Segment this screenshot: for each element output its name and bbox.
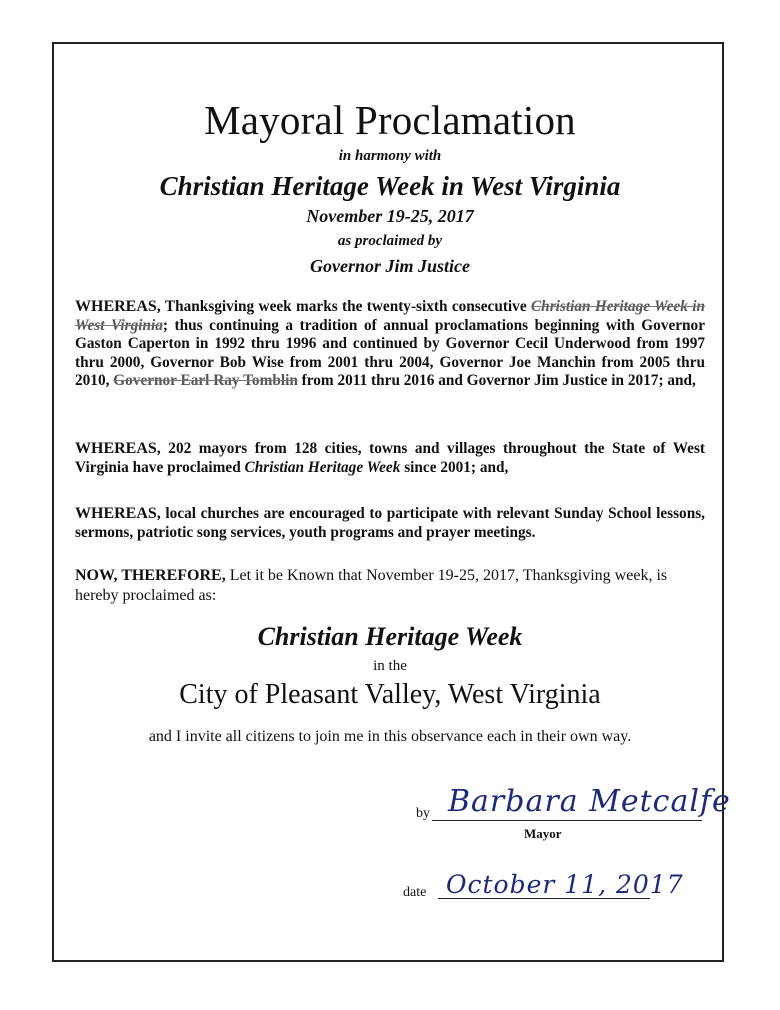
now-therefore-paragraph [75, 566, 705, 606]
event-name: Christian Heritage Week in West Virginia [159, 171, 621, 201]
proclaimed-week: Christian Heritage Week [257, 622, 523, 651]
proclaimed-by-line: as proclaimed by [337, 233, 443, 249]
invite-line: and I invite all citizens to join me in this observance each in their own way. [148, 728, 632, 745]
mayor-signature: Barbara Metcalfe [448, 784, 731, 819]
para-text: ; thus continuing a tradition of annual proclamations beginning with Governor Gaston Caperton in 1992 thru 1996 and continued by Governor Cecil Underwood from 1997 thru 2000, Governor Bob Wise from 2001 thru 2004, Governor Joe Manchin from 2005 thru 2010, [75, 316, 705, 389]
whereas-lead: WHEREAS, [75, 440, 161, 457]
para-text: local churches are encouraged to participate with relevant Sunday School lessons, sermons, patriotic song services, youth programs and prayer meetings. [75, 505, 705, 541]
para-faded-text: Governor Earl Ray Tomblin [113, 372, 298, 389]
whereas-paragraph-1 [75, 298, 705, 391]
page-title: Mayoral Proclamation [204, 97, 576, 143]
harmony-line: in harmony with [338, 148, 442, 164]
whereas-lead: WHEREAS, [75, 505, 161, 522]
mayor-role: Mayor [524, 826, 562, 841]
whereas-lead: WHEREAS, [75, 298, 161, 315]
signature-line [432, 820, 702, 821]
para-text: from 2011 thru 2016 and Governor Jim Justice in 2017; and, [297, 372, 696, 389]
city-name: City of Pleasant Valley, West Virginia [179, 679, 601, 710]
governor-name: Governor Jim Justice [310, 256, 470, 276]
para-italic: Christian Heritage Week in West Virginia [75, 298, 705, 334]
event-dates: November 19-25, 2017 [306, 206, 474, 226]
para-text: 202 mayors from 128 cities, towns and villages throughout the State of West Virginia have proclaimed [75, 440, 705, 476]
by-label: by [416, 806, 430, 821]
para-italic: Christian Heritage Week [244, 458, 401, 476]
signed-date: October 11, 2017 [446, 870, 684, 899]
in-the-line: in the [373, 658, 407, 674]
now-therefore-lead: NOW, THEREFORE, [75, 567, 226, 584]
para-text: since 2001; and, [400, 458, 509, 476]
whereas-paragraph-2 [75, 440, 705, 477]
whereas-paragraph-3 [75, 505, 705, 542]
para-text: Let it be Known that November 19-25, 2017, Thanksgiving week, is hereby proclaimed as: [75, 567, 668, 604]
date-label: date [403, 885, 427, 900]
para-text: Thanksgiving week marks the twenty-sixth consecutive [160, 298, 531, 315]
